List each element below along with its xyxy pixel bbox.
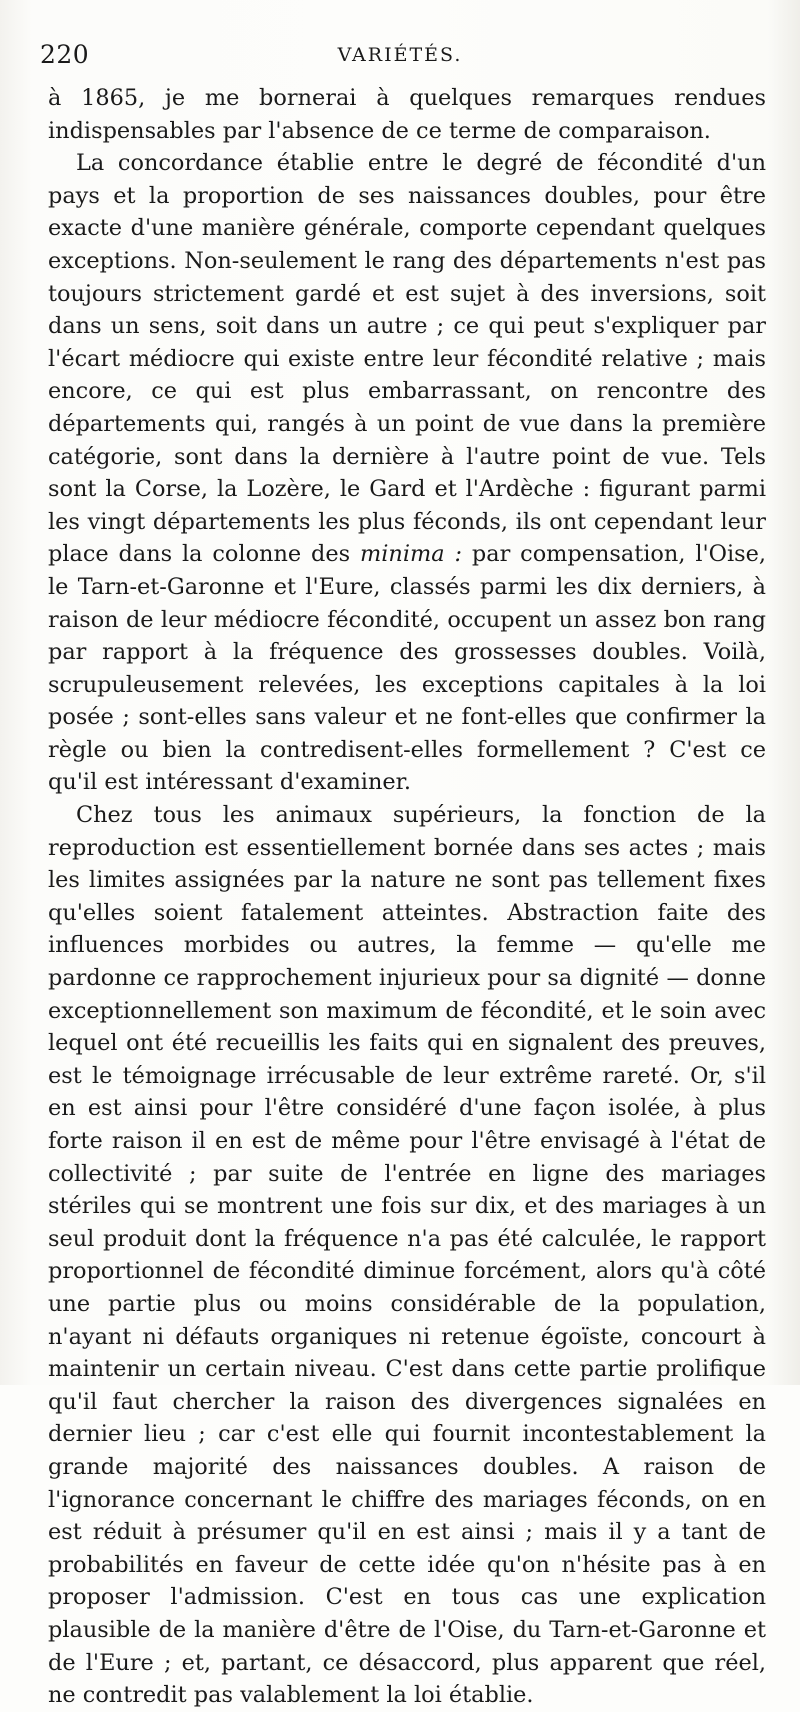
paragraph-text: par compensation, l'Oise, le Tarn-et-Garonne et l'Eure, classés parmi les dix derniers, à raison de leur médiocre fécondité, occupent un assez bon rang par rapport à la fréquence des grossesses doubles. Voilà, scrupuleusement relevées, les exceptions capitales à la loi posée ; sont-elles sans valeur et ne font-elles que confirmer la règle ou bien la contredisent-elles formellement ? C'est ce qu'il est intéressant d'examiner. [48,541,767,796]
page-header [40,40,760,76]
paragraph-text: La concordance établie entre le degré de fécondité d'un pays et la proportion de ses naissances doubles, pour être exacte d'une manière générale, comporte cependant quelques exceptions. Non-seulement le rang des départements n'est pas toujours strictement gardé et est sujet à des inversions, soit dans un sens, soit dans un autre ; ce qui peut s'expliquer par l'écart médiocre qui existe entre leur fécondité relative ; mais encore, ce qui est plus embarrassant, on rencontre des départements qui, rangés à un point de vue dans la première catégorie, sont dans la dernière à l'autre point de vue. Tels sont la Corse, la Lozère, le Gard et l'Ardèche : figurant parmi les vingt départements les plus féconds, ils ont cependant leur place dans la colonne des [48,150,766,568]
paragraph-text: Chez tous les animaux supérieurs, la fonction de la reproduction est essentiellement bornée dans ses actes ; mais les limites assignées par la nature ne sont pas tellement fixes qu'elles soient fatalement atteintes. Abstraction faite des influences morbides ou autres, la femme — qu'elle me pardonne ce rapprochement injurieux pour sa dignité — donne exceptionnellement son maximum de fécondité, et le soin avec lequel ont été recueillis les faits qui en signalent des preuves, est le témoignage irrécusable de leur extrême rareté. Or, s'il en est ainsi pour l'être considéré d'une façon isolée, à plus forte raison il en est de même pour l'être envisagé à l'état de collectivité ; par suite de l'entrée en ligne des mariages stériles qui se montrent une fois sur dix, et des mariages à un seul produit dont la fréquence n'a pas été calculée, le rapport proportionnel de fécondité diminue forcément, alors qu'à côté une partie plus ou moins considérable de la population, n'ayant ni défauts organiques ni retenue égoïste, concourt à maintenir un certain niveau. C'est dans cette partie prolifique qu'il faut chercher la raison des divergences signalées en dernier lieu ; car c'est elle qui fournit incontestablement la grande majorité des naissances doubles. A raison de l'ignorance concernant le chiffre des mariages féconds, on en est réduit à présumer qu'il en est ainsi ; mais il y a tant de probabilités en faveur de cette idée qu'on n'hésite pas à en proposer l'admission. C'est en tous cas une explication plausible de la manière d'être de l'Oise, du Tarn-et-Garonne et de l'Eure ; et, partant, ce désaccord, plus apparent que réel, ne contredit pas valablement la loi établie. [48,802,766,1709]
paragraph-2 [48,147,766,799]
italic-term: minima : [360,541,462,568]
page-number: 220 [40,40,90,69]
running-title: VARIÉTÉS. [337,44,463,66]
paragraph-text: à 1865, je me bornerai à quelques remarques rendues indispensables par l'absence de ce terme de comparaison. [48,85,766,144]
paragraph-1 [48,82,766,147]
body-text [48,82,766,1712]
paragraph-3 [48,799,766,1712]
